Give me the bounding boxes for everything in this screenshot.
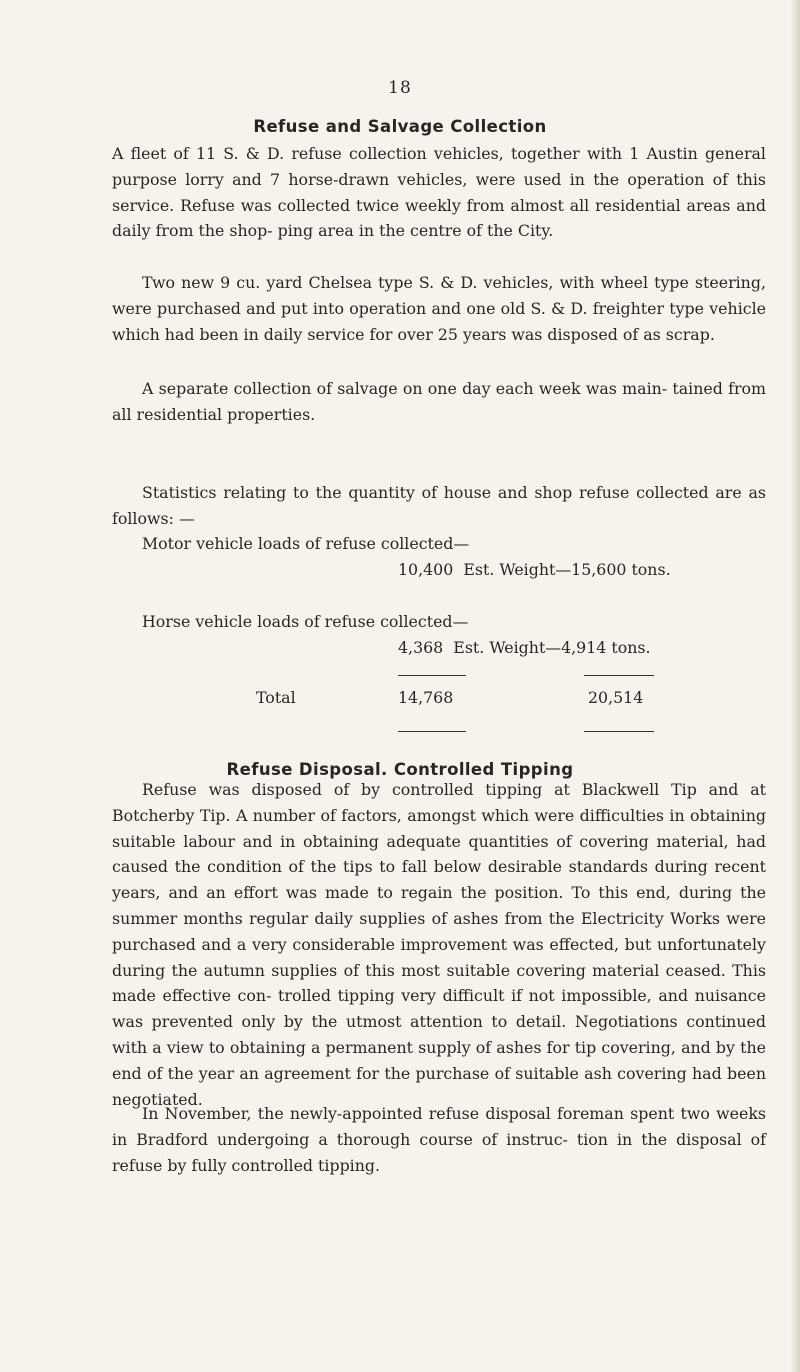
horse-loads-label: Horse vehicle loads of refuse collected— xyxy=(142,612,469,631)
page-number: 18 xyxy=(388,78,412,98)
section-heading-refuse-disposal: Refuse Disposal. Controlled Tipping xyxy=(226,760,574,779)
horse-loads-value: 4,368 xyxy=(398,638,444,657)
total-label: Total xyxy=(256,688,296,707)
motor-weight-value: 15,600 tons. xyxy=(571,560,671,579)
horse-weight-value: 4,914 tons. xyxy=(561,638,651,657)
motor-weight-label: Est. Weight— xyxy=(463,560,572,579)
paragraph-fleet: A fleet of 11 S. & D. refuse collection vehicles, together with 1 Austin general purpose lorry and 7 horse-drawn vehicles, were used in the operation of this service. Refuse was collected twice weekly from almost all residential areas and daily from the shop- ping area in the centre of the City. xyxy=(112,144,766,241)
paragraph-foreman-training: In November, the newly-appointed refuse disposal foreman spent two weeks in Bradford undergoing a thorough course of instruc- tion in the disposal of refuse by fully controlled tipping. xyxy=(112,1104,766,1175)
rule-loads-bottom xyxy=(398,731,466,732)
motor-loads-value: 10,400 xyxy=(398,560,454,579)
rule-tons-bottom xyxy=(584,731,654,732)
section-heading-refuse-salvage: Refuse and Salvage Collection xyxy=(253,117,547,136)
paragraph-salvage: A separate collection of salvage on one day each week was main- tained from all residential properties. xyxy=(112,379,766,424)
page-edge-shadow xyxy=(791,0,800,1372)
motor-values-line xyxy=(398,557,671,583)
paragraph-statistics-intro: Statistics relating to the quantity of house and shop refuse collected are as follows: — xyxy=(112,483,766,528)
rule-tons-top xyxy=(584,675,654,676)
rule-loads-top xyxy=(398,675,466,676)
total-loads-value: 14,768 xyxy=(398,688,454,707)
motor-loads-label: Motor vehicle loads of refuse collected— xyxy=(142,534,470,553)
horse-weight-label: Est. Weight— xyxy=(453,638,562,657)
horse-values-line xyxy=(398,635,651,661)
paragraph-controlled-tipping: Refuse was disposed of by controlled tipping at Blackwell Tip and at Botcherby Tip. A number of factors, amongst which were difficulties in obtaining suitable labour and in obtaining adequate quantities of covering material, had caused the condition of the tips to fall below desirable standards during recent years, and an effort was made to regain the position. To this end, during the summer months regular daily supplies of ashes from the Electricity Works were purchased and a very considerable improvement was effected, but unfortunately during the autumn supplies of this most suitable covering material ceased. This made effective con- trolled tipping very difficult if not impossible, and nuisance was prevented only by the utmost attention to detail. Negotiations continued with a view to obtaining a permanent supply of ashes for tip covering, and by the end of the year an agreement for the purchase of suitable ash covering had been negotiated. xyxy=(112,780,766,1109)
paragraph-new-vehicles: Two new 9 cu. yard Chelsea type S. & D. vehicles, with wheel type steering, were purchased and put into operation and one old S. & D. freighter type vehicle which had been in daily service for over 25 years was disposed of as scrap. xyxy=(112,273,766,344)
total-tons-value: 20,514 xyxy=(588,688,644,707)
